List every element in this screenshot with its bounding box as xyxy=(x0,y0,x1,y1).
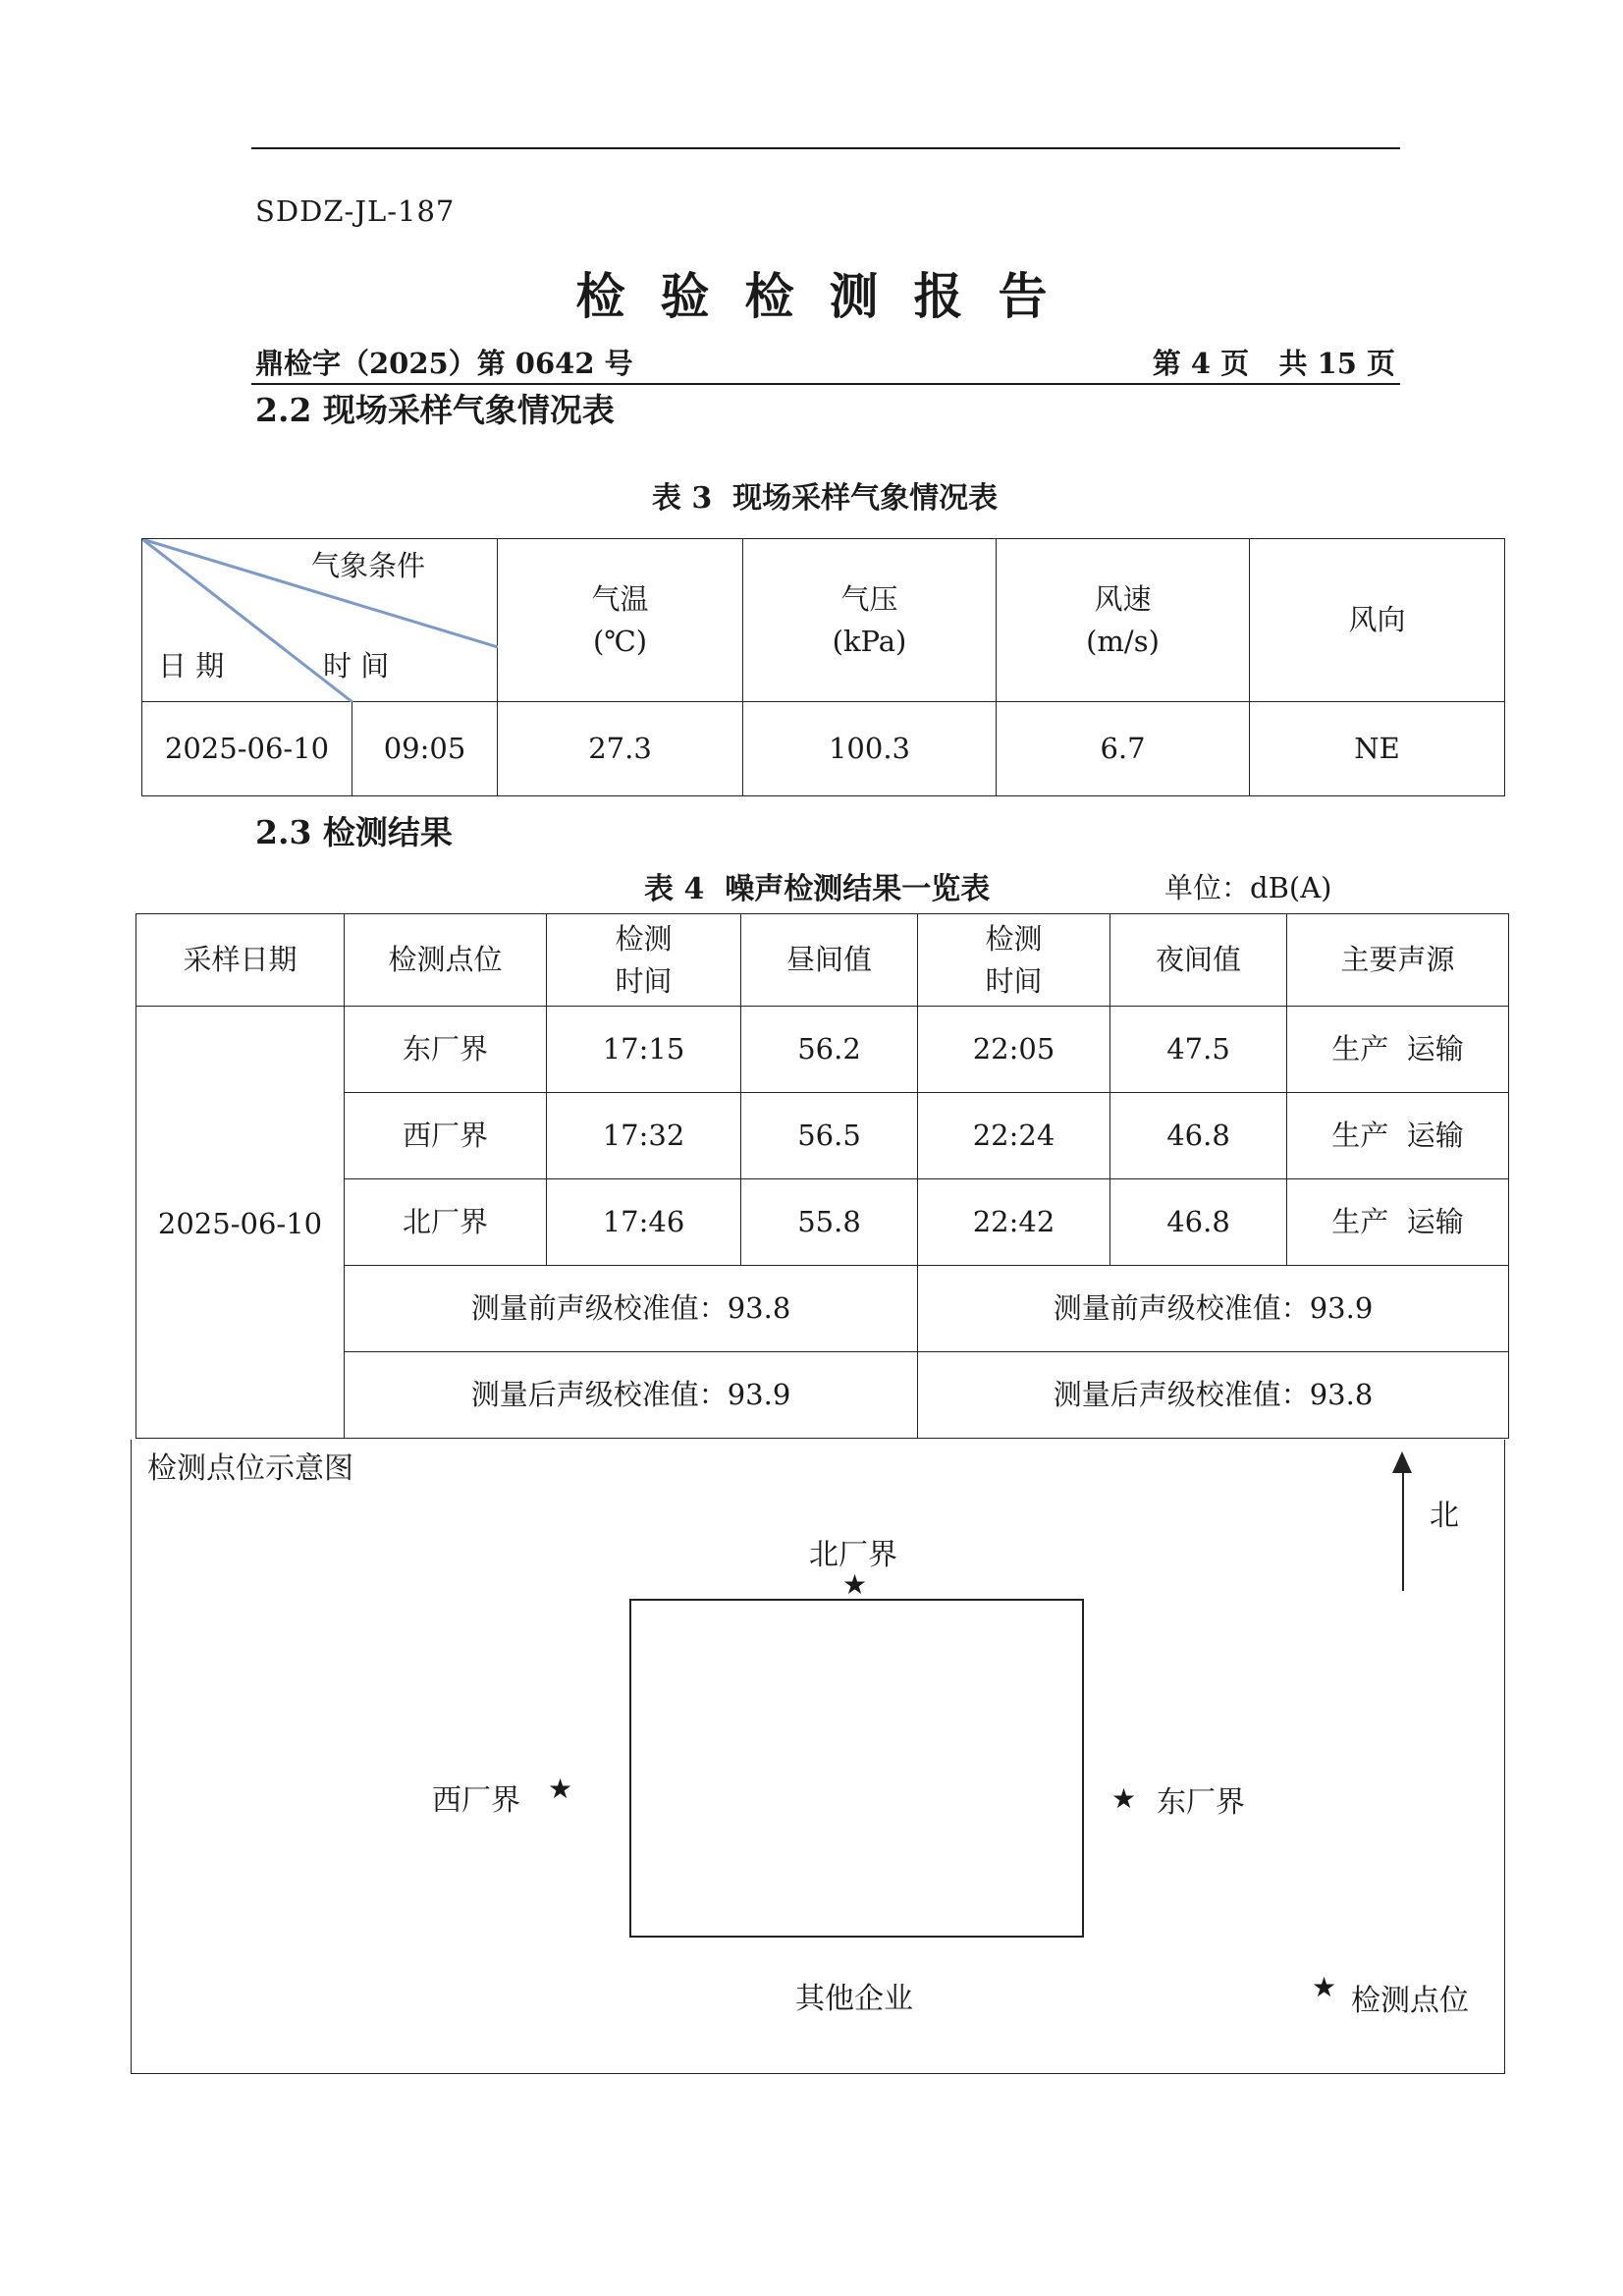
noise-result-table xyxy=(135,913,1509,1439)
north-point-label: 北厂界 xyxy=(809,1538,897,1572)
diag-left-label: 日 期 xyxy=(158,649,225,683)
row-day-time: 17:32 xyxy=(547,1093,741,1179)
header-top-rule xyxy=(251,147,1400,149)
diag-right-label: 时 间 xyxy=(323,649,390,683)
row-source: 生产 运输 xyxy=(1287,1007,1509,1093)
row-day-value: 56.2 xyxy=(741,1007,918,1093)
header-temp: 气温 (℃) xyxy=(498,539,743,702)
row-source: 生产 运输 xyxy=(1287,1179,1509,1266)
monitoring-point-diagram xyxy=(131,1440,1505,2074)
row-night-time: 22:05 xyxy=(918,1007,1110,1093)
document-title: 检验检测报告 xyxy=(575,267,1083,325)
row-day-time: 17:46 xyxy=(547,1179,741,1266)
east-point-label: 东厂界 xyxy=(1157,1785,1245,1820)
row-night-value: 46.8 xyxy=(1110,1179,1287,1266)
header-wind-direction: 风向 xyxy=(1250,539,1505,702)
header-main-source: 主要声源 xyxy=(1287,914,1509,1007)
header-day-time: 检测 时间 xyxy=(547,914,741,1007)
table-4-unit: 单位：dB(A) xyxy=(1164,871,1332,904)
east-point-star-icon: ★ xyxy=(1111,1782,1137,1815)
table-4-caption: 表 4 噪声检测结果一览表 xyxy=(644,872,991,906)
weather-time: 09:05 xyxy=(352,702,498,796)
row-day-value: 56.5 xyxy=(741,1093,918,1179)
weather-table xyxy=(141,538,1505,796)
south-neighbor-label: 其他企业 xyxy=(795,1982,913,2016)
row-day-time: 17:15 xyxy=(547,1007,741,1093)
north-label: 北 xyxy=(1430,1499,1459,1533)
report-number: 鼎检字（2025）第 0642 号 xyxy=(255,347,633,380)
row-night-time: 22:42 xyxy=(918,1179,1110,1266)
weather-wind-direction: NE xyxy=(1250,702,1505,796)
section-2-2-heading: 2.2 现场采样气象情况表 xyxy=(255,391,615,429)
header-sampling-date: 采样日期 xyxy=(136,914,345,1007)
diagonal-header-cell xyxy=(142,539,498,702)
legend-label: 检测点位 xyxy=(1351,1984,1469,2018)
calibration-day-before: 测量前声级校准值：93.8 xyxy=(345,1266,918,1352)
table-3-caption: 表 3 现场采样气象情况表 xyxy=(651,481,999,516)
diag-top-label: 气象条件 xyxy=(311,549,426,582)
row-source: 生产 运输 xyxy=(1287,1093,1509,1179)
row-day-value: 55.8 xyxy=(741,1179,918,1266)
factory-outline xyxy=(629,1599,1084,1938)
north-point-star-icon: ★ xyxy=(842,1568,868,1601)
table-row xyxy=(136,1007,1509,1093)
document-code: SDDZ-JL-187 xyxy=(255,194,456,228)
row-point: 东厂界 xyxy=(345,1007,547,1093)
seal-edge-mark xyxy=(1589,1031,1618,1326)
calibration-day-after: 测量后声级校准值：93.9 xyxy=(345,1352,918,1439)
weather-temp: 27.3 xyxy=(498,702,743,796)
header-night-time: 检测 时间 xyxy=(918,914,1110,1007)
header-day-value: 昼间值 xyxy=(741,914,918,1007)
header-point: 检测点位 xyxy=(345,914,547,1007)
row-night-time: 22:24 xyxy=(918,1093,1110,1179)
north-arrow-icon xyxy=(1402,1455,1404,1591)
page-info: 第 4 页 共 15 页 xyxy=(1152,347,1395,380)
row-night-value: 47.5 xyxy=(1110,1007,1287,1093)
row-night-value: 46.8 xyxy=(1110,1093,1287,1179)
row-point: 西厂界 xyxy=(345,1093,547,1179)
weather-pressure: 100.3 xyxy=(743,702,997,796)
west-point-star-icon: ★ xyxy=(548,1773,573,1805)
row-point: 北厂界 xyxy=(345,1179,547,1266)
calibration-night-after: 测量后声级校准值：93.8 xyxy=(918,1352,1509,1439)
result-date: 2025-06-10 xyxy=(136,1007,345,1439)
header-wind-speed: 风速 (m/s) xyxy=(997,539,1250,702)
diagram-title: 检测点位示意图 xyxy=(147,1451,353,1486)
calibration-night-before: 测量前声级校准值：93.9 xyxy=(918,1266,1509,1352)
weather-date: 2025-06-10 xyxy=(142,702,352,796)
header-pressure: 气压 (kPa) xyxy=(743,539,997,702)
legend-star-icon: ★ xyxy=(1312,1971,1337,2003)
section-2-3-heading: 2.3 检测结果 xyxy=(255,813,453,851)
header-night-value: 夜间值 xyxy=(1110,914,1287,1007)
weather-wind-speed: 6.7 xyxy=(997,702,1250,796)
west-point-label: 西厂界 xyxy=(432,1783,520,1818)
